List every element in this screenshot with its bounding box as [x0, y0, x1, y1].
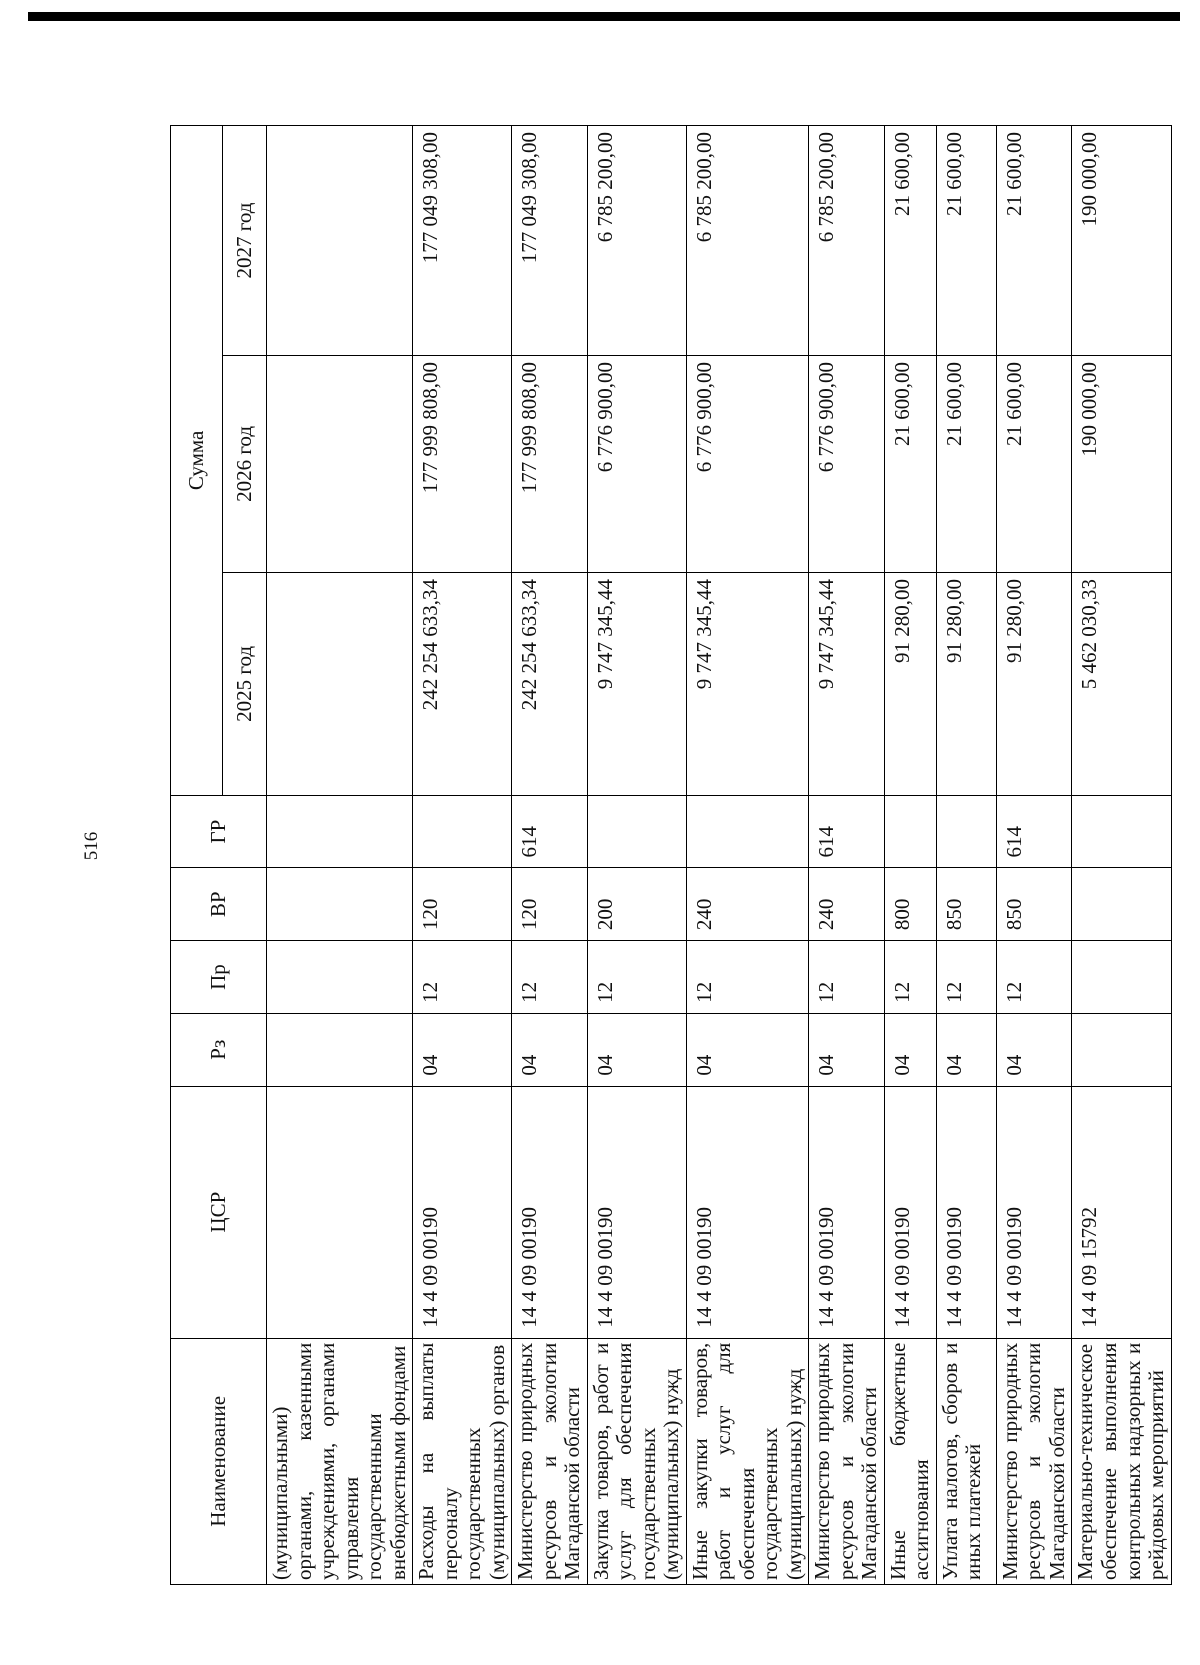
row-rz: 04 — [809, 1013, 885, 1086]
row-csr: 14 4 09 00190 — [809, 1086, 885, 1338]
row-2026: 21 600,00 — [884, 355, 936, 572]
row-2027: 177 049 308,00 — [512, 126, 588, 356]
row-pr: 12 — [936, 941, 996, 1014]
row-2025: 9 747 345,44 — [587, 572, 686, 795]
row-2025: 91 280,00 — [936, 572, 996, 795]
row-2025: 242 254 633,34 — [413, 572, 512, 795]
row-2026: 21 600,00 — [936, 355, 996, 572]
row-rz: 04 — [413, 1013, 512, 1086]
row-name: Закупка товаров, работ и услуг для обеспечения государственных (муниципальных) нужд — [587, 1338, 686, 1584]
row-csr: 14 4 09 00190 — [587, 1086, 686, 1338]
table-row — [686, 126, 809, 1585]
row-pr: 12 — [587, 941, 686, 1014]
row-gr: 614 — [809, 795, 885, 868]
row-name: Иные бюджетные ассигнования — [884, 1338, 936, 1584]
budget-table — [170, 125, 1172, 1585]
row-csr: 14 4 09 00190 — [686, 1086, 809, 1338]
table-row — [267, 126, 413, 1585]
table-row — [1072, 126, 1172, 1585]
row-vr: 850 — [996, 868, 1072, 941]
row-2027: 6 785 200,00 — [587, 126, 686, 356]
row-name: Материально-техническое обеспечение выполнения контрольных надзорных и рейдовых мероприятий — [1072, 1338, 1172, 1584]
row-rz: 04 — [587, 1013, 686, 1086]
row-pr: 12 — [512, 941, 588, 1014]
row-2026: 177 999 808,00 — [413, 355, 512, 572]
row-rz — [1072, 1013, 1172, 1086]
table-row — [413, 126, 512, 1585]
table-row — [512, 126, 588, 1585]
header-name: Наименование — [171, 1338, 267, 1584]
row-vr: 240 — [809, 868, 885, 941]
header-csr: ЦСР — [171, 1086, 267, 1338]
row-csr: 14 4 09 00190 — [936, 1086, 996, 1338]
row-csr: 14 4 09 00190 — [413, 1086, 512, 1338]
row-vr: 850 — [936, 868, 996, 941]
row-rz: 04 — [686, 1013, 809, 1086]
row-pr: 12 — [809, 941, 885, 1014]
row-2027: 6 785 200,00 — [686, 126, 809, 356]
row-2027: 177 049 308,00 — [413, 126, 512, 356]
row-2025: 91 280,00 — [996, 572, 1072, 795]
row-pr: 12 — [413, 941, 512, 1014]
budget-table-rotated — [170, 125, 1169, 1585]
row-name: Уплата налогов, сборов и иных платежей — [936, 1338, 996, 1584]
row-pr — [1072, 941, 1172, 1014]
top-rule — [28, 12, 1180, 21]
row-2026: 177 999 808,00 — [512, 355, 588, 572]
row-2025: 9 747 345,44 — [809, 572, 885, 795]
table-row — [809, 126, 885, 1585]
row-gr — [884, 795, 936, 868]
table-row — [996, 126, 1072, 1585]
row-name: Министерство природных ресурсов и экологии Магаданской области — [512, 1338, 588, 1584]
row-2025 — [267, 572, 413, 795]
row-gr — [267, 795, 413, 868]
row-2027: 21 600,00 — [884, 126, 936, 356]
row-gr — [587, 795, 686, 868]
row-rz: 04 — [884, 1013, 936, 1086]
header-pr: Пр — [171, 941, 267, 1014]
row-gr: 614 — [512, 795, 588, 868]
row-gr — [936, 795, 996, 868]
row-name: (муниципальными) органами, казенными учреждениями, органами управления государственными внебюджетными фондами — [267, 1338, 413, 1584]
header-2026: 2026 год — [223, 355, 267, 572]
row-name: Министерство природных ресурсов и экологии Магаданской области — [809, 1338, 885, 1584]
row-gr — [686, 795, 809, 868]
row-csr — [267, 1086, 413, 1338]
row-2027 — [267, 126, 413, 356]
row-2027: 21 600,00 — [936, 126, 996, 356]
table-row — [884, 126, 936, 1585]
row-name: Иные закупки товаров, работ и услуг для обеспечения государственных (муниципальных) нужд — [686, 1338, 809, 1584]
row-2027: 190 000,00 — [1072, 126, 1172, 356]
header-rz: Рз — [171, 1013, 267, 1086]
header-2027: 2027 год — [223, 126, 267, 356]
row-2025: 91 280,00 — [884, 572, 936, 795]
row-vr: 200 — [587, 868, 686, 941]
row-2026: 21 600,00 — [996, 355, 1072, 572]
row-2026: 6 776 900,00 — [686, 355, 809, 572]
row-2026: 6 776 900,00 — [587, 355, 686, 572]
row-gr: 614 — [996, 795, 1072, 868]
row-vr: 800 — [884, 868, 936, 941]
row-rz: 04 — [936, 1013, 996, 1086]
row-csr: 14 4 09 00190 — [996, 1086, 1072, 1338]
row-csr: 14 4 09 00190 — [884, 1086, 936, 1338]
row-pr: 12 — [996, 941, 1072, 1014]
row-2026: 190 000,00 — [1072, 355, 1172, 572]
row-csr: 14 4 09 00190 — [512, 1086, 588, 1338]
header-2025: 2025 год — [223, 572, 267, 795]
row-name: Министерство природных ресурсов и экологии Магаданской области — [996, 1338, 1072, 1584]
row-name: Расходы на выплаты персоналу государственных (муниципальных) органов — [413, 1338, 512, 1584]
table-row — [587, 126, 686, 1585]
row-2027: 6 785 200,00 — [809, 126, 885, 356]
row-pr: 12 — [686, 941, 809, 1014]
row-vr: 120 — [512, 868, 588, 941]
page-number: 516 — [81, 831, 102, 861]
row-rz: 04 — [996, 1013, 1072, 1086]
row-vr — [267, 868, 413, 941]
row-pr — [267, 941, 413, 1014]
row-pr: 12 — [884, 941, 936, 1014]
row-2025: 9 747 345,44 — [686, 572, 809, 795]
row-2025: 242 254 633,34 — [512, 572, 588, 795]
row-vr — [1072, 868, 1172, 941]
header-vr: ВР — [171, 868, 267, 941]
row-2027: 21 600,00 — [996, 126, 1072, 356]
header-gr: ГР — [171, 795, 267, 868]
row-gr — [413, 795, 512, 868]
header-sum: Сумма — [171, 126, 223, 796]
row-2026 — [267, 355, 413, 572]
row-rz — [267, 1013, 413, 1086]
table-row — [936, 126, 996, 1585]
row-2025: 5 462 030,33 — [1072, 572, 1172, 795]
row-gr — [1072, 795, 1172, 868]
row-2026: 6 776 900,00 — [809, 355, 885, 572]
row-vr: 120 — [413, 868, 512, 941]
row-csr: 14 4 09 15792 — [1072, 1086, 1172, 1338]
row-vr: 240 — [686, 868, 809, 941]
row-rz: 04 — [512, 1013, 588, 1086]
